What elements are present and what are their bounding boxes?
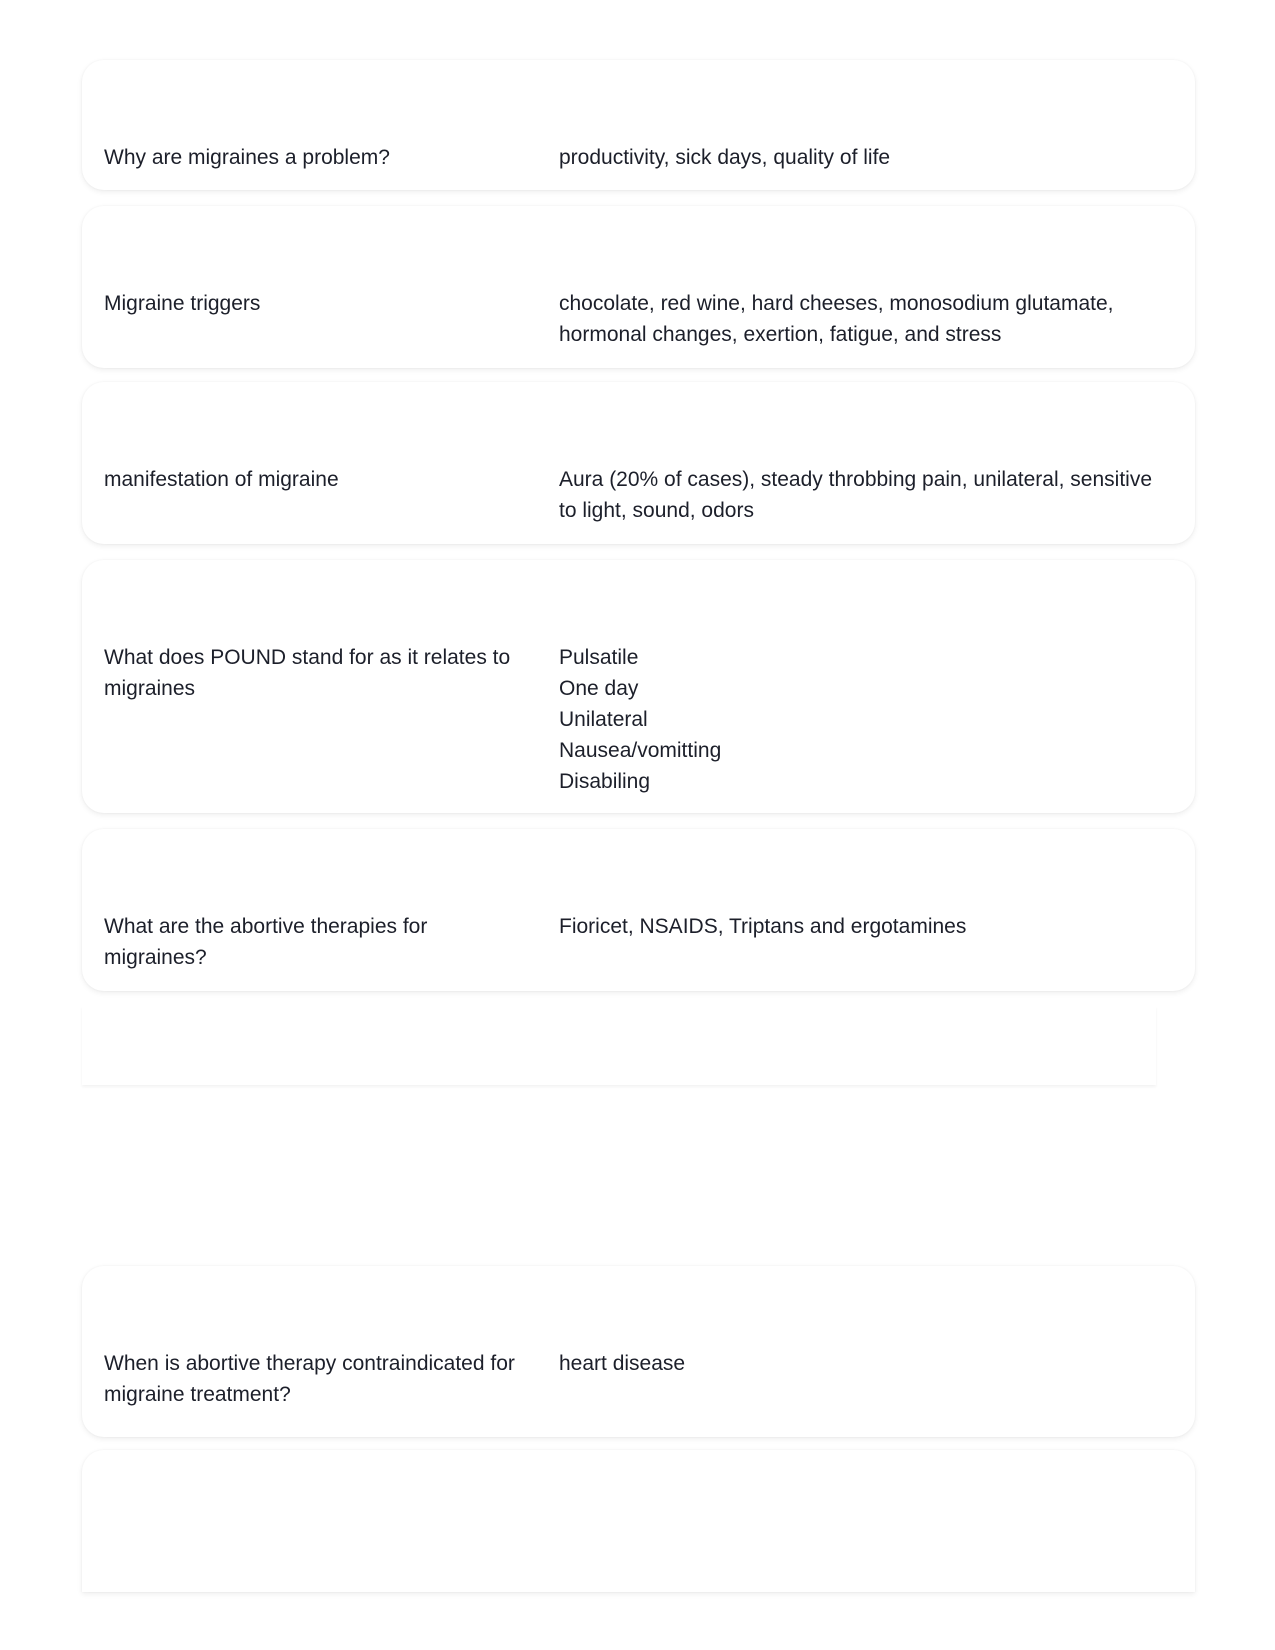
flashcard [82, 1266, 1195, 1437]
flashcard [82, 60, 1195, 190]
card-definition: Aura (20% of cases), steady throbbing pain, unilateral, sensitive to light, sound, odors [559, 468, 1152, 522]
card-term: When is abortive therapy contraindicated for migraine treatment? [104, 1352, 515, 1406]
card-definition: Pulsatile One day Unilateral Nausea/vomitting Disabiling [559, 646, 722, 793]
card-definition: Fioricet, NSAIDS, Triptans and ergotamines [559, 915, 967, 938]
card-definition: productivity, sick days, quality of life [559, 146, 891, 169]
flashcard [82, 382, 1195, 544]
card-term: manifestation of migraine [104, 468, 339, 491]
flashcard [82, 206, 1195, 368]
card-term: Why are migraines a problem? [104, 146, 390, 169]
card-definition: heart disease [559, 1352, 686, 1375]
card-term: What does POUND stand for as it relates to migraines [104, 646, 511, 700]
flashcard [82, 560, 1195, 813]
flashcard [82, 829, 1195, 991]
card-term: Migraine triggers [104, 292, 261, 315]
card-definition: chocolate, red wine, hard cheeses, monosodium glutamate, hormonal changes, exertion, fatigue, and stress [559, 292, 1114, 346]
page-break-card-fragment [82, 1006, 1156, 1085]
flashcard-partial [82, 1450, 1195, 1592]
card-term: What are the abortive therapies for migraines? [104, 915, 428, 969]
